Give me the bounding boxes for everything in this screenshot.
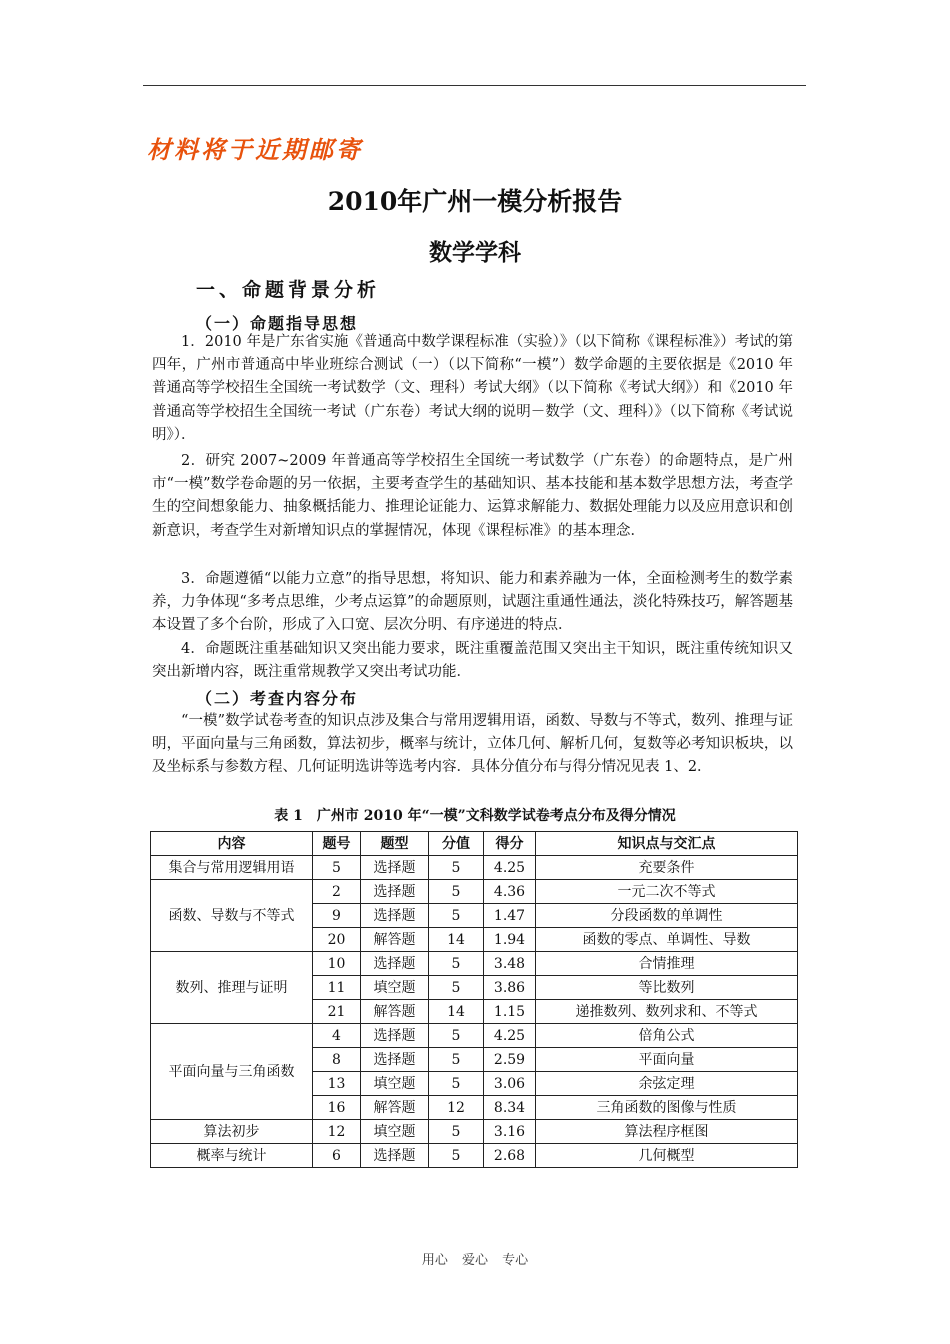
content-cell: 数列、推理与证明 bbox=[151, 952, 313, 1024]
paragraph-2: 2．研究 2007~2009 年普通高等学校招生全国统一考试数学（广东卷）的命题特点，是广州市“一模”数学卷命题的另一依据，主要考查学生的基础知识、基本技能和基本数学思想方法，考查学生的空间想象能力、抽象概括能力、推理论证能力、运算求解能力、数据处理能力以及应用意识和创新意识，考查学生对新增知识点的掌握情况，体现《课程标准》的基本理念． bbox=[152, 453, 793, 539]
table-cell: 平面向量 bbox=[536, 1048, 798, 1072]
table-cell: 4.25 bbox=[484, 856, 536, 880]
table-cell: 几何概型 bbox=[536, 1144, 798, 1168]
table-cell: 选择题 bbox=[361, 1024, 429, 1048]
header-cell: 题号 bbox=[313, 832, 361, 856]
document-subtitle: 数学学科 bbox=[429, 239, 521, 266]
table-cell: 递推数列、数列求和、不等式 bbox=[536, 1000, 798, 1024]
table-cell: 8.34 bbox=[484, 1096, 536, 1120]
table-row bbox=[151, 1120, 798, 1144]
table-cell: 5 bbox=[429, 1024, 484, 1048]
table-cell: 选择题 bbox=[361, 904, 429, 928]
table-cell: 4.25 bbox=[484, 1024, 536, 1048]
content-cell: 集合与常用逻辑用语 bbox=[151, 856, 313, 880]
table-row bbox=[151, 1144, 798, 1168]
table-cell: 5 bbox=[429, 1120, 484, 1144]
table-cell: 选择题 bbox=[361, 880, 429, 904]
table-cell: 1.94 bbox=[484, 928, 536, 952]
paragraph-1: 1．2010 年是广东省实施《普通高中数学课程标准（实验）》（以下简称《课程标准》）考试的第四年，广州市普通高中毕业班综合测试（一）（以下简称“一模”）数学命题的主要依据是《2010 年普通高等学校招生全国统一考试数学（文、理科）考试大纲》（以下简称《考试大纲》）和《2010 年普通高等学校招生全国统一考试（广东卷）考试大纲的说明－数学（文、理科）》（以下简称《考试说明》）． bbox=[152, 334, 793, 443]
table-cell: 填空题 bbox=[361, 976, 429, 1000]
table-cell: 3.48 bbox=[484, 952, 536, 976]
table-cell: 选择题 bbox=[361, 1048, 429, 1072]
table-cell: 倍角公式 bbox=[536, 1024, 798, 1048]
table-cell: 3.06 bbox=[484, 1072, 536, 1096]
table-cell: 3.16 bbox=[484, 1120, 536, 1144]
score-distribution-table bbox=[150, 831, 798, 1168]
table-cell: 5 bbox=[429, 904, 484, 928]
content-cell: 平面向量与三角函数 bbox=[151, 1024, 313, 1120]
table-cell: 解答题 bbox=[361, 1000, 429, 1024]
header-cell: 分值 bbox=[429, 832, 484, 856]
table-cell: 5 bbox=[429, 880, 484, 904]
header-rule bbox=[143, 85, 806, 86]
table-cell: 一元二次不等式 bbox=[536, 880, 798, 904]
table-cell: 12 bbox=[429, 1096, 484, 1120]
header-cell: 题型 bbox=[361, 832, 429, 856]
mailing-notice: 材料将于近期邮寄 bbox=[147, 136, 363, 164]
table-cell: 13 bbox=[313, 1072, 361, 1096]
table-cell: 11 bbox=[313, 976, 361, 1000]
table-cell: 合情推理 bbox=[536, 952, 798, 976]
table-cell: 填空题 bbox=[361, 1072, 429, 1096]
table-cell: 1.15 bbox=[484, 1000, 536, 1024]
table-cell: 3.86 bbox=[484, 976, 536, 1000]
paragraph-4: 4．命题既注重基础知识又突出能力要求，既注重覆盖范围又突出主干知识，既注重传统知识又突出新增内容，既注重常规教学又突出考试功能． bbox=[152, 641, 793, 681]
table-cell: 选择题 bbox=[361, 856, 429, 880]
table-caption: 表 1 广州市 2010 年“一模”文科数学试卷考点分布及得分情况 bbox=[274, 808, 676, 824]
table-row bbox=[151, 1024, 798, 1048]
table-cell: 分段函数的单调性 bbox=[536, 904, 798, 928]
table-cell: 函数的零点、单调性、导数 bbox=[536, 928, 798, 952]
table-cell: 算法程序框图 bbox=[536, 1120, 798, 1144]
table-cell: 14 bbox=[429, 1000, 484, 1024]
table-cell: 6 bbox=[313, 1144, 361, 1168]
table-cell: 等比数列 bbox=[536, 976, 798, 1000]
header-cell: 知识点与交汇点 bbox=[536, 832, 798, 856]
subsection-heading-2: （二）考查内容分布 bbox=[196, 689, 359, 708]
table-cell: 14 bbox=[429, 928, 484, 952]
table-cell: 5 bbox=[429, 976, 484, 1000]
paragraph-content-distribution: “一模”数学试卷考查的知识点涉及集合与常用逻辑用语，函数、导数与不等式，数列、推理与证明，平面向量与三角函数，算法初步，概率与统计，立体几何、解析几何，复数等必考知识板块，以及坐标系与参数方程、几何证明选讲等选考内容．具体分值分布与得分情况见表 1、2． bbox=[152, 713, 793, 776]
content-cell: 概率与统计 bbox=[151, 1144, 313, 1168]
table-cell: 12 bbox=[313, 1120, 361, 1144]
section-heading-1: 一、命题背景分析 bbox=[196, 279, 381, 301]
table-cell: 20 bbox=[313, 928, 361, 952]
table-cell: 5 bbox=[313, 856, 361, 880]
table-cell: 填空题 bbox=[361, 1120, 429, 1144]
table-cell: 5 bbox=[429, 1144, 484, 1168]
table-row bbox=[151, 880, 798, 904]
table-cell: 4.36 bbox=[484, 880, 536, 904]
table-cell: 1.47 bbox=[484, 904, 536, 928]
table-cell: 选择题 bbox=[361, 1144, 429, 1168]
table-row bbox=[151, 856, 798, 880]
table-row bbox=[151, 952, 798, 976]
table-cell: 5 bbox=[429, 856, 484, 880]
header-cell: 内容 bbox=[151, 832, 313, 856]
table-cell: 8 bbox=[313, 1048, 361, 1072]
page-footer: 用心 爱心 专心 bbox=[421, 1253, 529, 1268]
table-cell: 余弦定理 bbox=[536, 1072, 798, 1096]
table-cell: 5 bbox=[429, 952, 484, 976]
table-cell: 充要条件 bbox=[536, 856, 798, 880]
table-cell: 10 bbox=[313, 952, 361, 976]
content-cell: 算法初步 bbox=[151, 1120, 313, 1144]
header-cell: 得分 bbox=[484, 832, 536, 856]
table-cell: 2.59 bbox=[484, 1048, 536, 1072]
table-cell: 解答题 bbox=[361, 1096, 429, 1120]
subsection-heading-1: （一）命题指导思想 bbox=[196, 314, 359, 333]
table-cell: 5 bbox=[429, 1072, 484, 1096]
table-cell: 9 bbox=[313, 904, 361, 928]
table-cell: 选择题 bbox=[361, 952, 429, 976]
table-cell: 2 bbox=[313, 880, 361, 904]
table-cell: 解答题 bbox=[361, 928, 429, 952]
table-cell: 2.68 bbox=[484, 1144, 536, 1168]
table-cell: 16 bbox=[313, 1096, 361, 1120]
table-cell: 5 bbox=[429, 1048, 484, 1072]
table-header-row bbox=[151, 832, 798, 856]
content-cell: 函数、导数与不等式 bbox=[151, 880, 313, 952]
paragraph-3: 3．命题遵循“以能力立意”的指导思想，将知识、能力和素养融为一体，全面检测考生的数学素养，力争体现“多考点思维，少考点运算”的命题原则，试题注重通性通法，淡化特殊技巧，解答题基本设置了多个台阶，形成了入口宽、层次分明、有序递进的特点． bbox=[152, 571, 793, 634]
document-title: 2010年广州一模分析报告 bbox=[327, 187, 623, 216]
table-cell: 4 bbox=[313, 1024, 361, 1048]
table-cell: 21 bbox=[313, 1000, 361, 1024]
table-cell: 三角函数的图像与性质 bbox=[536, 1096, 798, 1120]
